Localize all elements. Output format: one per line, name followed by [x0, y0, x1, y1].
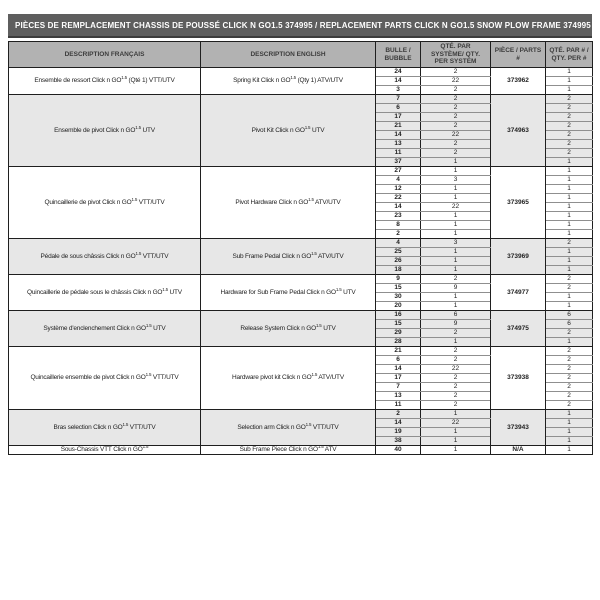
table-title-bar	[8, 14, 592, 38]
description-en-cell: Pivot Kit Click n $GO^{1.5}$ UTV	[201, 95, 376, 167]
table-row	[9, 311, 593, 320]
bubble-number-cell: 25	[376, 248, 421, 257]
qty-per-system-cell: 2	[421, 356, 491, 365]
qty-per-part-cell: 1	[546, 194, 593, 203]
col-header-description-fr: DESCRIPTION FRANÇAIS	[9, 42, 201, 68]
qty-per-system-cell: 2	[421, 68, 491, 77]
qty-per-part-cell: 2	[546, 275, 593, 284]
description-fr-cell: Système d'enclenchement Click n $GO^{1.5}$ UTV	[9, 311, 201, 347]
col-header-qty-per-system: QTÉ. PAR SYSTÈME/ QTY. PER SYSTEM	[421, 42, 491, 68]
qty-per-part-cell: 2	[546, 149, 593, 158]
bubble-number-cell: 15	[376, 284, 421, 293]
qty-per-system-cell: 22	[421, 77, 491, 86]
description-en-cell: Hardware pivot kit Click n $GO^{1.5}$ ATV/UTV	[201, 347, 376, 410]
qty-per-part-cell: 2	[546, 365, 593, 374]
superscript-1-5: 1.5	[311, 372, 318, 378]
qty-per-part-cell: 1	[546, 302, 593, 311]
bubble-number-cell: 17	[376, 374, 421, 383]
qty-per-system-cell: 2	[421, 86, 491, 95]
bubble-number-cell: 21	[376, 122, 421, 131]
description-en-cell: Selection arm Click n $GO^{1.5}$ VTT/UTV	[201, 410, 376, 446]
superscript-1-5: 1.5	[121, 75, 127, 81]
description-fr-cell: Ensemble de pivot Click n $GO^{1.5}$ UTV	[9, 95, 201, 167]
qty-per-system-cell: 3	[421, 176, 491, 185]
bubble-number-cell: 27	[376, 167, 421, 176]
superscript-1-5: 1.5	[308, 196, 314, 202]
table-row	[9, 347, 593, 356]
qty-per-part-cell: 1	[546, 158, 593, 167]
part-number-cell: 373962	[491, 68, 546, 95]
superscript-1-5: 1.5	[335, 286, 342, 292]
qty-per-part-cell: 2	[546, 383, 593, 392]
qty-per-part-cell: 1	[546, 419, 593, 428]
description-fr-cell: Quincaillerie de pédale sous le châssis Click n $GO^{1.5}$ UTV	[9, 275, 201, 311]
bubble-number-cell: 4	[376, 176, 421, 185]
qty-per-part-cell: 2	[546, 239, 593, 248]
description-en-cell: Pivot Hardware Click n $GO^{1.5}$ ATV/UTV	[201, 167, 376, 239]
qty-per-part-cell: 1	[546, 446, 593, 455]
part-number-cell: 374963	[491, 95, 546, 167]
bubble-number-cell: 16	[376, 311, 421, 320]
qty-per-part-cell: 1	[546, 428, 593, 437]
qty-per-part-cell: 1	[546, 338, 593, 347]
description-fr-cell: Quincaillerie ensemble de pivot Click n $GO^{1.5}$ VTT/UTV	[9, 347, 201, 410]
description-en-cell: Hardware for Sub Frame Pedal Click n $GO^{1.5}$ UTV	[201, 275, 376, 311]
bubble-number-cell: 14	[376, 131, 421, 140]
part-number-cell: N/A	[491, 446, 546, 455]
table-header-row	[9, 42, 593, 68]
bubble-number-cell: 20	[376, 302, 421, 311]
qty-per-part-cell: 1	[546, 257, 593, 266]
qty-per-part-cell: 1	[546, 230, 593, 239]
part-number-cell: 373965	[491, 167, 546, 239]
bubble-number-cell: 26	[376, 257, 421, 266]
bubble-number-cell: 14	[376, 365, 421, 374]
bubble-number-cell: 28	[376, 338, 421, 347]
bubble-number-cell: 2	[376, 410, 421, 419]
qty-per-system-cell: 2	[421, 140, 491, 149]
bubble-number-cell: 22	[376, 194, 421, 203]
qty-per-system-cell: 1	[421, 338, 491, 347]
qty-per-system-cell: 1	[421, 185, 491, 194]
superscript-1-5: 1.5	[315, 322, 322, 328]
bubble-number-cell: 7	[376, 383, 421, 392]
bubble-number-cell: 15	[376, 320, 421, 329]
qty-per-part-cell: 2	[546, 104, 593, 113]
bubble-number-cell: 14	[376, 203, 421, 212]
qty-per-part-cell: 2	[546, 347, 593, 356]
bubble-number-cell: 24	[376, 68, 421, 77]
qty-per-part-cell: 2	[546, 113, 593, 122]
table-row	[9, 446, 593, 455]
parts-table-body	[9, 68, 593, 455]
qty-per-system-cell: 1	[421, 446, 491, 455]
superscript-1-5: 1.5	[135, 124, 141, 130]
qty-per-part-cell: 1	[546, 266, 593, 275]
part-number-cell: 373969	[491, 239, 546, 275]
superscript-1-5: 1.5	[162, 286, 168, 292]
bubble-number-cell: 6	[376, 356, 421, 365]
qty-per-system-cell: 1	[421, 437, 491, 446]
table-row	[9, 167, 593, 176]
qty-per-part-cell: 2	[546, 374, 593, 383]
qty-per-system-cell: 2	[421, 401, 491, 410]
superscript-1-5: 1.5	[145, 322, 152, 328]
bubble-number-cell: 40	[376, 446, 421, 455]
part-number-cell: 374975	[491, 311, 546, 347]
bubble-number-cell: 9	[376, 275, 421, 284]
superscript-1-5: 1.5	[122, 421, 129, 427]
description-fr-cell: Pédale de sous châssis Click n $GO^{1.5}$ VTT/UTV	[9, 239, 201, 275]
bubble-number-cell: 13	[376, 392, 421, 401]
qty-per-part-cell: 2	[546, 140, 593, 149]
description-en-cell: Sub Frame Piece Click n $GO^{1.5}$ ATV	[201, 446, 376, 455]
superscript-1-5: 1.5	[135, 250, 142, 256]
bubble-number-cell: 12	[376, 185, 421, 194]
description-en-cell: Release System Click n $GO^{1.5}$ UTV	[201, 311, 376, 347]
qty-per-system-cell: 22	[421, 203, 491, 212]
superscript-1-5: 1.5	[131, 196, 138, 202]
qty-per-system-cell: 1	[421, 248, 491, 257]
qty-per-system-cell: 22	[421, 131, 491, 140]
description-fr-cell: Quincaillerie de pivot Click n $GO^{1.5}$ VTT/UTV	[9, 167, 201, 239]
table-row	[9, 68, 593, 77]
col-header-bubble: BULLE / BUBBLE	[376, 42, 421, 68]
col-header-description-en: DESCRIPTION ENGLISH	[201, 42, 376, 68]
description-fr-cell: Sous-Chassis VTT Click n $GO^{1.5}$	[9, 446, 201, 455]
qty-per-system-cell: 2	[421, 383, 491, 392]
qty-per-system-cell: 1	[421, 212, 491, 221]
qty-per-system-cell: 1	[421, 230, 491, 239]
qty-per-system-cell: 2	[421, 275, 491, 284]
qty-per-part-cell: 1	[546, 221, 593, 230]
bubble-number-cell: 11	[376, 401, 421, 410]
superscript-1-5: 1.5	[304, 124, 311, 130]
col-header-part-number: PIÈCE / PARTS #	[491, 42, 546, 68]
table-row	[9, 275, 593, 284]
bubble-number-cell: 30	[376, 293, 421, 302]
qty-per-system-cell: 1	[421, 158, 491, 167]
qty-per-part-cell: 2	[546, 356, 593, 365]
parts-document	[8, 14, 592, 455]
qty-per-part-cell: 1	[546, 167, 593, 176]
qty-per-system-cell: 1	[421, 410, 491, 419]
qty-per-system-cell: 1	[421, 428, 491, 437]
qty-per-part-cell: 2	[546, 392, 593, 401]
qty-per-system-cell: 9	[421, 320, 491, 329]
qty-per-part-cell: 6	[546, 311, 593, 320]
qty-per-system-cell: 22	[421, 419, 491, 428]
qty-per-part-cell: 2	[546, 131, 593, 140]
qty-per-part-cell: 1	[546, 86, 593, 95]
qty-per-part-cell: 1	[546, 176, 593, 185]
description-fr-cell: Ensemble de ressort Click n $GO^{1.5}$ (Qté 1) VTT/UTV	[9, 68, 201, 95]
qty-per-system-cell: 2	[421, 113, 491, 122]
bubble-number-cell: 4	[376, 239, 421, 248]
bubble-number-cell: 14	[376, 77, 421, 86]
bubble-number-cell: 18	[376, 266, 421, 275]
description-en-cell: Spring Kit Click n $GO^{1.5}$ (Qty 1) ATV/UTV	[201, 68, 376, 95]
superscript-1-5: 1.5	[145, 372, 152, 378]
qty-per-part-cell: 1	[546, 248, 593, 257]
qty-per-system-cell: 2	[421, 149, 491, 158]
qty-per-part-cell: 1	[546, 203, 593, 212]
superscript-1-5: 1.5	[305, 421, 312, 427]
qty-per-system-cell: 2	[421, 122, 491, 131]
qty-per-system-cell: 1	[421, 257, 491, 266]
qty-per-system-cell: 2	[421, 329, 491, 338]
qty-per-part-cell: 1	[546, 410, 593, 419]
description-en-cell: Sub Frame Pedal Click n $GO^{1.5}$ ATV/UTV	[201, 239, 376, 275]
qty-per-part-cell: 1	[546, 293, 593, 302]
col-header-qty-per-part: QTÉ. PAR # / QTY. PER #	[546, 42, 593, 68]
qty-per-system-cell: 1	[421, 302, 491, 311]
bubble-number-cell: 6	[376, 104, 421, 113]
qty-per-part-cell: 2	[546, 95, 593, 104]
table-row	[9, 239, 593, 248]
qty-per-system-cell: 1	[421, 293, 491, 302]
bubble-number-cell: 37	[376, 158, 421, 167]
bubble-number-cell: 17	[376, 113, 421, 122]
bubble-number-cell: 23	[376, 212, 421, 221]
bubble-number-cell: 2	[376, 230, 421, 239]
table-row	[9, 410, 593, 419]
qty-per-part-cell: 6	[546, 320, 593, 329]
qty-per-system-cell: 2	[421, 95, 491, 104]
bubble-number-cell: 19	[376, 428, 421, 437]
qty-per-system-cell: 2	[421, 347, 491, 356]
qty-per-system-cell: 2	[421, 104, 491, 113]
qty-per-system-cell: 1	[421, 167, 491, 176]
qty-per-part-cell: 2	[546, 329, 593, 338]
qty-per-part-cell: 1	[546, 185, 593, 194]
bubble-number-cell: 3	[376, 86, 421, 95]
table-title: PIÈCES DE REMPLACEMENT CHASSIS DE POUSSÉ CLICK N GO1.5 374995 / REPLACEMENT PARTS CLICK N GO1.5 SNOW PLOW FRAME 374995	[15, 20, 591, 30]
table-row	[9, 95, 593, 104]
superscript-1-5: 1.5	[317, 444, 324, 450]
qty-per-part-cell: 2	[546, 284, 593, 293]
qty-per-system-cell: 1	[421, 221, 491, 230]
qty-per-part-cell: 1	[546, 212, 593, 221]
qty-per-system-cell: 1	[421, 194, 491, 203]
superscript-1-5: 1.5	[142, 444, 149, 450]
qty-per-system-cell: 22	[421, 365, 491, 374]
bubble-number-cell: 8	[376, 221, 421, 230]
bubble-number-cell: 29	[376, 329, 421, 338]
qty-per-system-cell: 3	[421, 239, 491, 248]
bubble-number-cell: 11	[376, 149, 421, 158]
parts-table	[8, 41, 593, 455]
part-number-cell: 373943	[491, 410, 546, 446]
qty-per-part-cell: 1	[546, 437, 593, 446]
bubble-number-cell: 14	[376, 419, 421, 428]
bubble-number-cell: 7	[376, 95, 421, 104]
qty-per-system-cell: 9	[421, 284, 491, 293]
bubble-number-cell: 13	[376, 140, 421, 149]
qty-per-part-cell: 1	[546, 68, 593, 77]
part-number-cell: 373938	[491, 347, 546, 410]
qty-per-system-cell: 2	[421, 374, 491, 383]
description-fr-cell: Bras selection Click n $GO^{1.5}$ VTT/UTV	[9, 410, 201, 446]
bubble-number-cell: 21	[376, 347, 421, 356]
qty-per-system-cell: 6	[421, 311, 491, 320]
qty-per-system-cell: 2	[421, 392, 491, 401]
qty-per-part-cell: 2	[546, 122, 593, 131]
part-number-cell: 374977	[491, 275, 546, 311]
qty-per-part-cell: 1	[546, 77, 593, 86]
qty-per-part-cell: 2	[546, 401, 593, 410]
superscript-1-5: 1.5	[290, 75, 296, 81]
qty-per-system-cell: 1	[421, 266, 491, 275]
superscript-1-5: 1.5	[311, 250, 317, 256]
bubble-number-cell: 38	[376, 437, 421, 446]
